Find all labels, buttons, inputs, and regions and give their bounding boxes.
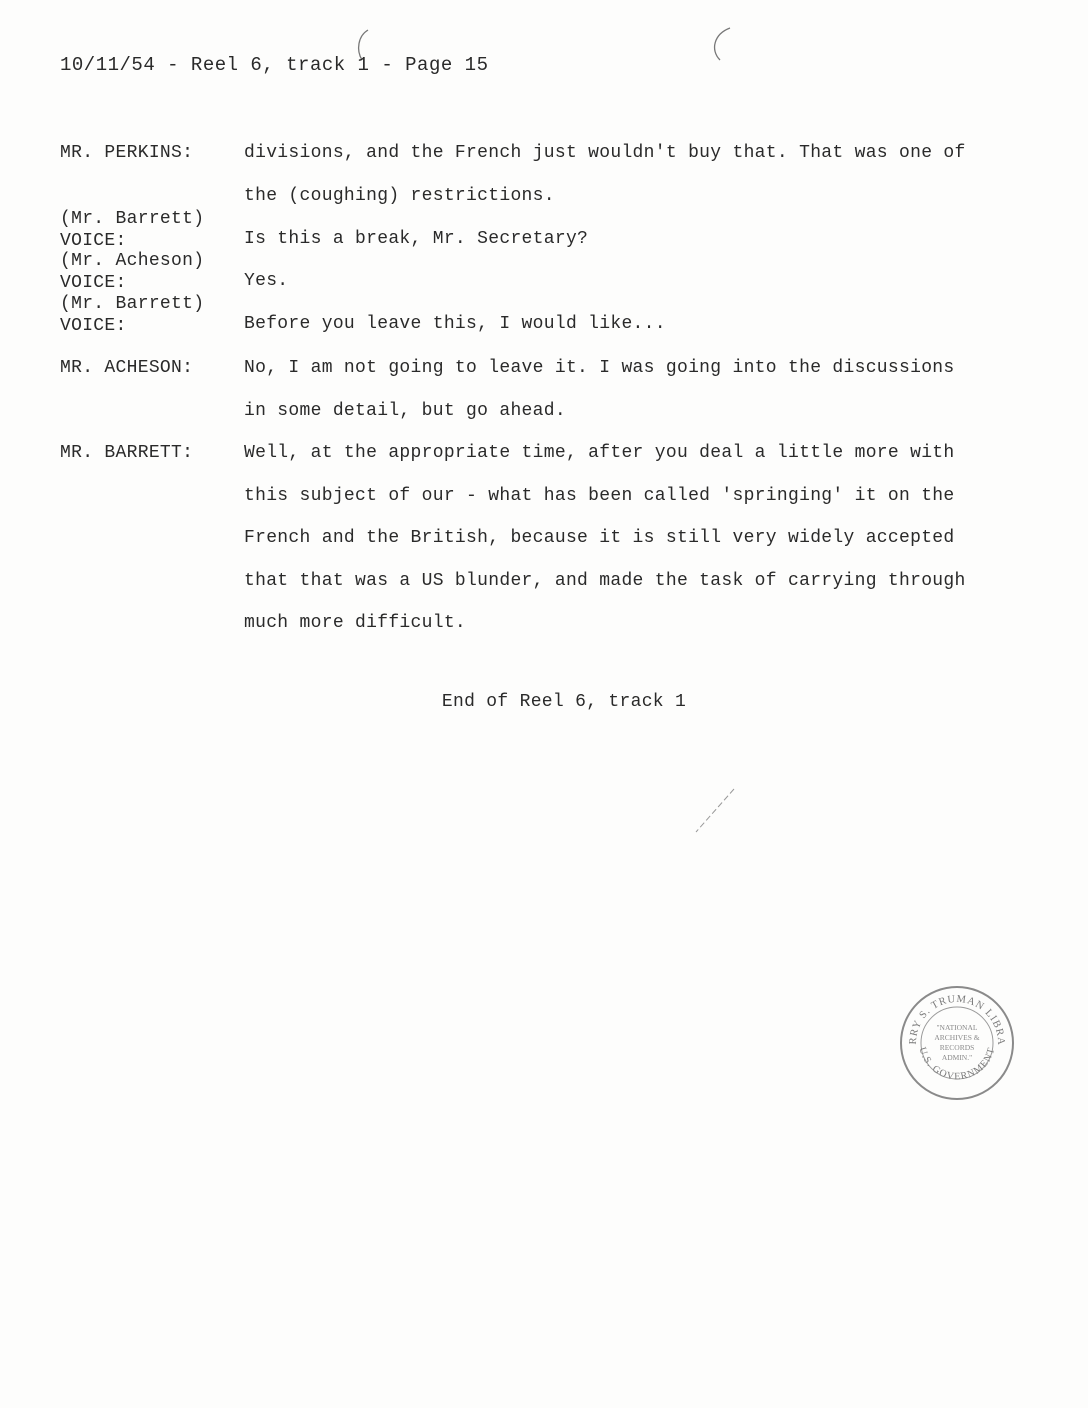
stamp-bottom-text: U.S. GOVERNMENT — [916, 1045, 998, 1083]
speaker-label — [60, 357, 235, 379]
end-note: End of Reel 6, track 1 — [441, 692, 687, 712]
dialogue-text: Well, at the appropriate time, after you deal a little more with this subject of our - what has been called 'springing' it on the French and the British, because it is still very widely accepted that that was a US blunder, and made the task of carrying through much more difficult. — [244, 443, 966, 633]
stamp-center-line: RECORDS — [939, 1043, 975, 1052]
page-header: 10/11/54 - Reel 6, track 1 - Page 15 — [60, 54, 489, 76]
dialogue-text: Is this a break, Mr. Secretary? — [244, 229, 589, 249]
speaker-label — [60, 250, 235, 294]
speaker-label — [60, 142, 235, 164]
speaker-line: (Mr. Barrett) — [60, 209, 205, 229]
speaker-label — [60, 293, 235, 337]
speaker-line: MR. PERKINS: — [60, 143, 194, 163]
speaker-label — [60, 208, 235, 252]
library-stamp — [898, 984, 1016, 1102]
pencil-mark — [704, 26, 734, 62]
speaker-line: VOICE: — [60, 273, 127, 293]
pencil-stroke — [690, 786, 740, 836]
speaker-line: MR. ACHESON: — [60, 358, 194, 378]
dialogue-text: No, I am not going to leave it. I was going into the discussions in some detail, but go ahead. — [244, 358, 955, 421]
dialogue-text: Yes. — [244, 271, 289, 291]
dialogue-text: Before you leave this, I would like... — [244, 314, 666, 334]
speaker-line: VOICE: — [60, 316, 127, 336]
speaker-line: VOICE: — [60, 231, 127, 251]
speaker-line: (Mr. Barrett) — [60, 294, 205, 314]
stamp-center-line: ARCHIVES & — [934, 1033, 980, 1042]
speaker-line: MR. BARRETT: — [60, 443, 194, 463]
stamp-ring-text: RRY S. TRUMAN LIBRA — [907, 993, 1007, 1046]
stamp-center-line: "NATIONAL — [936, 1023, 978, 1032]
stamp-center-line: ADMIN." — [941, 1053, 973, 1062]
dialogue-text: divisions, and the French just wouldn't buy that. That was one of the (coughing) restrictions. — [244, 143, 966, 206]
speaker-label — [60, 442, 235, 464]
speaker-line: (Mr. Acheson) — [60, 251, 205, 271]
